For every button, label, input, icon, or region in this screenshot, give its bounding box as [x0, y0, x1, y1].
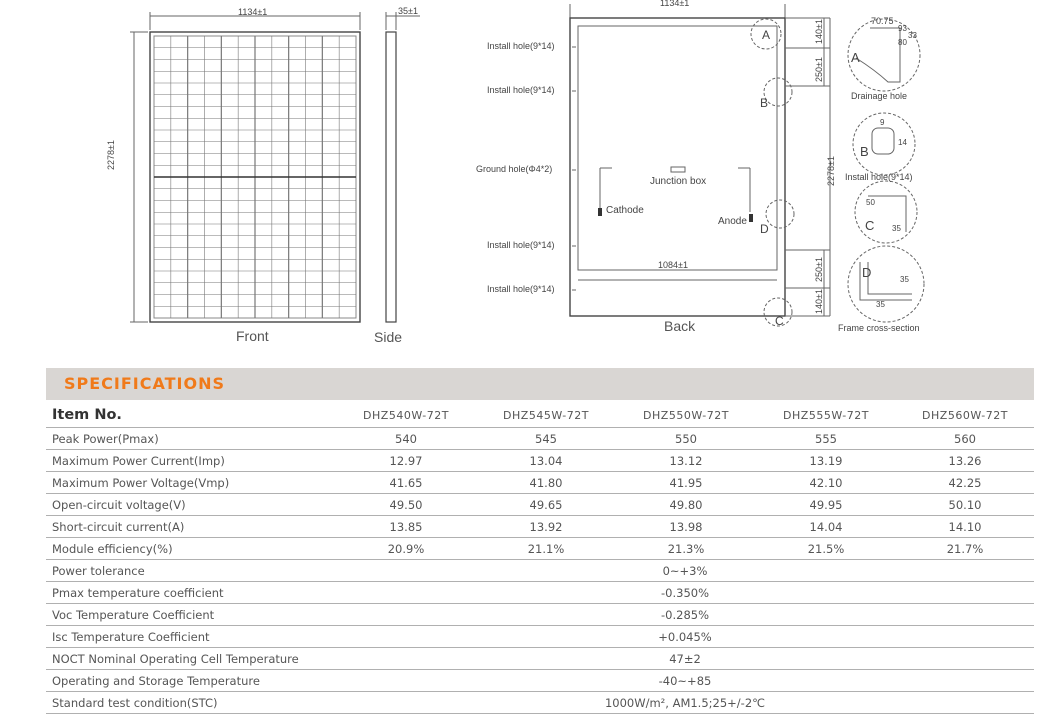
install-hole-label: Install hole(9*14) — [487, 240, 555, 250]
front-height-dimension: 2278±1 — [106, 140, 116, 170]
row-value: 41.95 — [616, 472, 756, 494]
table-row — [46, 692, 1034, 714]
detail-a-dim: 93 — [898, 24, 907, 33]
model-header: DHZ550W-72T — [616, 403, 756, 428]
detail-d-letter: D — [862, 265, 872, 280]
side-thickness-dimension: 35±1 — [398, 6, 418, 16]
model-header: DHZ540W-72T — [336, 403, 476, 428]
row-value: 13.92 — [476, 516, 616, 538]
row-value: 13.04 — [476, 450, 616, 472]
row-value: 540 — [336, 428, 476, 450]
model-header: DHZ545W-72T — [476, 403, 616, 428]
table-row — [46, 538, 1034, 560]
side-view-label: Side — [374, 329, 403, 345]
back-height-dimension: 2278±1 — [826, 156, 836, 186]
install-hole-label: Install hole(9*14) — [487, 284, 555, 294]
row-value: 21.1% — [476, 538, 616, 560]
table-row — [46, 670, 1034, 692]
anode-label: Anode — [718, 216, 747, 227]
row-value: 50.10 — [896, 494, 1034, 516]
row-value: 12.97 — [336, 450, 476, 472]
dimension-140-top: 140±1 — [814, 19, 824, 44]
row-value: 41.65 — [336, 472, 476, 494]
front-view-label: Front — [236, 328, 269, 344]
specifications-title: SPECIFICATIONS — [64, 374, 226, 393]
detail-a-dim: 80 — [898, 38, 907, 47]
table-row — [46, 560, 1034, 582]
row-label: Short-circuit current(A) — [46, 516, 336, 538]
model-header: DHZ560W-72T — [896, 403, 1034, 428]
detail-b-width: 9 — [880, 118, 885, 127]
row-value: 49.50 — [336, 494, 476, 516]
specifications-table — [46, 403, 1034, 714]
front-width-dimension: 1134±1 — [238, 7, 268, 17]
marker-a: A — [762, 28, 771, 42]
row-value: 20.9% — [336, 538, 476, 560]
table-header-row — [46, 403, 1034, 428]
row-value: 13.19 — [756, 450, 896, 472]
detail-c-letter: C — [865, 218, 875, 233]
table-row — [46, 626, 1034, 648]
row-label: Module efficiency(%) — [46, 538, 336, 560]
cathode-label: Cathode — [606, 205, 644, 216]
row-label: Peak Power(Pmax) — [46, 428, 336, 450]
frame-cross-section-caption: Frame cross-section — [838, 323, 920, 333]
ground-hole-label: Ground hole(Φ4*2) — [476, 164, 553, 174]
install-hole-label: Install hole(9*14) — [487, 41, 555, 51]
table-row — [46, 604, 1034, 626]
detail-b-height: 14 — [898, 138, 907, 147]
marker-d: D — [760, 222, 769, 236]
item-no-header: Item No. — [46, 403, 336, 428]
row-value: 13.12 — [616, 450, 756, 472]
row-value: 545 — [476, 428, 616, 450]
row-value: 14.04 — [756, 516, 896, 538]
detail-c-dim: 50 — [866, 198, 875, 207]
table-row — [46, 472, 1034, 494]
row-value: 560 — [896, 428, 1034, 450]
back-view-label: Back — [664, 318, 696, 334]
junction-box-label: Junction box — [650, 176, 707, 187]
row-value: 49.80 — [616, 494, 756, 516]
detail-d-horizontal: 35 — [876, 300, 885, 309]
dimension-140-bottom: 140±1 — [814, 289, 824, 314]
model-header: DHZ555W-72T — [756, 403, 896, 428]
detail-a-letter: A — [851, 50, 860, 65]
table-row — [46, 450, 1034, 472]
row-value: 41.80 — [476, 472, 616, 494]
row-value: 21.7% — [896, 538, 1034, 560]
row-common-value: -40~+85 — [336, 670, 1034, 692]
back-inner-dimension: 1084±1 — [658, 260, 688, 270]
row-label: Maximum Power Voltage(Vmp) — [46, 472, 336, 494]
table-row — [46, 516, 1034, 538]
row-label: Power tolerance — [46, 560, 336, 582]
row-value: 14.10 — [896, 516, 1034, 538]
row-value: 13.98 — [616, 516, 756, 538]
row-label: Standard test condition(STC) — [46, 692, 336, 714]
row-common-value: -0.285% — [336, 604, 1034, 626]
dimension-250-bottom: 250±1 — [814, 257, 824, 282]
detail-a-dim: 33 — [908, 31, 917, 40]
dimension-250-top: 250±1 — [814, 57, 824, 82]
row-value: 555 — [756, 428, 896, 450]
row-value: 13.85 — [336, 516, 476, 538]
drainage-hole-caption: Drainage hole — [851, 91, 908, 101]
detail-b-letter: B — [860, 144, 869, 159]
install-hole-label: Install hole(9*14) — [487, 85, 555, 95]
row-value: 13.26 — [896, 450, 1034, 472]
row-value: 21.5% — [756, 538, 896, 560]
row-common-value: +0.045% — [336, 626, 1034, 648]
row-value: 550 — [616, 428, 756, 450]
marker-c: C — [775, 314, 784, 328]
row-label: Maximum Power Current(Imp) — [46, 450, 336, 472]
row-label: Voc Temperature Coefficient — [46, 604, 336, 626]
table-row — [46, 648, 1034, 670]
table-row — [46, 494, 1034, 516]
specifications-header — [46, 368, 1034, 400]
detail-a-dim: 70.75 — [871, 16, 894, 26]
row-value: 49.95 — [756, 494, 896, 516]
row-label: Pmax temperature coefficient — [46, 582, 336, 604]
row-label: NOCT Nominal Operating Cell Temperature — [46, 648, 336, 670]
row-common-value: 47±2 — [336, 648, 1034, 670]
detail-d-vertical: 35 — [900, 275, 909, 284]
row-value: 42.10 — [756, 472, 896, 494]
row-value: 49.65 — [476, 494, 616, 516]
marker-b: B — [760, 96, 769, 110]
back-width-dimension: 1134±1 — [660, 0, 690, 8]
detail-c-dim: 35 — [892, 224, 901, 233]
row-value: 42.25 — [896, 472, 1034, 494]
install-hole-caption: Install hole(9*14) — [845, 172, 913, 182]
table-row — [46, 582, 1034, 604]
row-value: 21.3% — [616, 538, 756, 560]
row-common-value: -0.350% — [336, 582, 1034, 604]
row-common-value: 0~+3% — [336, 560, 1034, 582]
table-row — [46, 428, 1034, 450]
row-label: Isc Temperature Coefficient — [46, 626, 336, 648]
row-common-value: 1000W/m², AM1.5;25+/-2℃ — [336, 692, 1034, 714]
row-label: Operating and Storage Temperature — [46, 670, 336, 692]
row-label: Open-circuit voltage(V) — [46, 494, 336, 516]
